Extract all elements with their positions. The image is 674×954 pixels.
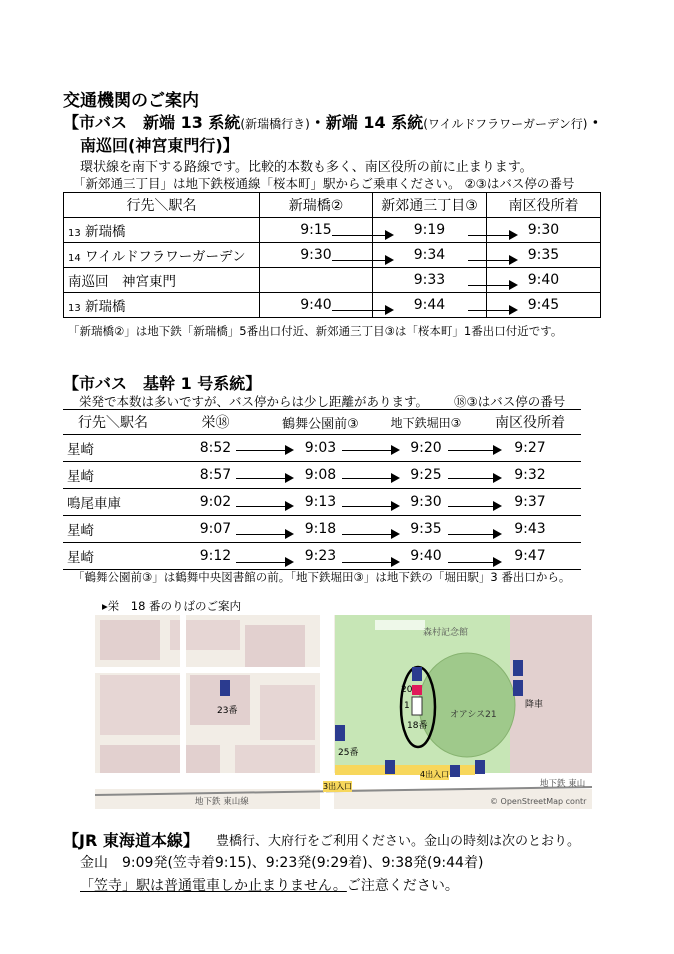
table-header: 南区役所着 xyxy=(487,193,601,218)
time-cell: 9:45 xyxy=(487,293,601,318)
table-row xyxy=(63,516,581,543)
bus1-heading-c: ・新端 14 系統 xyxy=(309,113,424,132)
arrow-icon xyxy=(332,235,392,236)
arrow-icon xyxy=(468,235,516,236)
arrow-icon xyxy=(342,478,398,479)
time-cell: 9:37 xyxy=(479,489,581,516)
table-row xyxy=(63,435,581,462)
time-cell: 9:33 xyxy=(373,268,487,293)
route-number: 13 xyxy=(68,228,81,239)
table-row xyxy=(63,462,581,489)
bus1-heading-e: ・ xyxy=(587,113,604,132)
arrow-icon xyxy=(448,506,500,507)
bus1-heading-b: (新瑞橋行き) xyxy=(240,117,310,131)
arrow-icon xyxy=(236,506,292,507)
arrow-icon xyxy=(236,562,292,563)
time-cell: 9:07 xyxy=(163,516,268,543)
bus2-timetable xyxy=(63,409,581,570)
time-cell: 9:43 xyxy=(479,516,581,543)
table-row xyxy=(63,543,581,570)
arrow-icon xyxy=(342,506,398,507)
bus2-desc-right: ⑱③はバス停の番号 xyxy=(454,394,566,409)
bus2-heading: 【市バス 基幹 1 号系統】 xyxy=(63,374,262,393)
map-graphic xyxy=(95,615,592,809)
table-header: 行先＼駅名 xyxy=(63,410,163,435)
destination-name: 新瑞橋 xyxy=(85,299,126,315)
table-header-row xyxy=(64,193,601,218)
table-header: 鶴舞公園前③ xyxy=(268,410,373,435)
arrow-icon xyxy=(448,450,500,451)
arrow-icon xyxy=(236,450,292,451)
destination-name: 新瑞橋 xyxy=(85,224,126,240)
time-cell xyxy=(260,268,373,293)
arrow-icon xyxy=(236,478,292,479)
time-cell: 9:44 xyxy=(373,293,487,318)
time-cell: 9:08 xyxy=(268,462,373,489)
destination-cell xyxy=(64,243,260,268)
time-cell: 9:32 xyxy=(479,462,581,489)
time-cell: 9:30 xyxy=(373,489,479,516)
time-cell: 9:40 xyxy=(260,293,373,318)
time-cell: 9:27 xyxy=(479,435,581,462)
map-label-20: 20 xyxy=(401,685,413,695)
time-cell: 8:52 xyxy=(163,435,268,462)
arrow-icon xyxy=(342,562,398,563)
time-cell: 9:03 xyxy=(268,435,373,462)
jr-heading: 【JR 東海道本線】 xyxy=(63,831,199,850)
arrow-icon xyxy=(448,478,500,479)
table-header: 新郊通三丁目③ xyxy=(373,193,487,218)
bus1-desc2: 「新郊通三丁目」は地下鉄桜通線「桜本町」駅からご乗車ください。 ②③はバス停の番号 xyxy=(73,176,575,191)
arrow-icon xyxy=(468,260,516,261)
map-label-subway2: 地下鉄 東山 xyxy=(540,779,586,789)
time-cell: 9:23 xyxy=(268,543,373,570)
time-cell: 9:18 xyxy=(268,516,373,543)
time-cell: 9:30 xyxy=(260,243,373,268)
table-header: 行先＼駅名 xyxy=(64,193,260,218)
time-cell: 9:13 xyxy=(268,489,373,516)
time-cell: 9:35 xyxy=(373,516,479,543)
map-label-1: 1 xyxy=(404,701,410,711)
arrow-icon xyxy=(448,534,500,535)
bus1-heading xyxy=(63,110,603,133)
bus1-desc1: 環状線を南下する路線です。比較的本数も多く、南区役所の前に止まります。 xyxy=(80,160,533,175)
arrow-icon xyxy=(468,310,516,311)
map-credit: © OpenStreetMap contr xyxy=(490,797,587,806)
map-label-kouban: 降車 xyxy=(525,700,544,710)
destination-cell: 星崎 xyxy=(63,543,163,570)
jr-note-underlined: 「笠寺」駅は普通電車しか止まりません。 xyxy=(80,878,347,894)
bus1-heading-a: 【市バス 新端 13 系統 xyxy=(63,113,241,132)
jr-note xyxy=(80,875,459,895)
bus1-note: 「新瑞橋②」は地下鉄「新瑞橋」5番出口付近、新郊通三丁目③は「桜本町」1番出口付近です。 xyxy=(68,324,563,338)
arrow-icon xyxy=(342,450,398,451)
arrow-icon xyxy=(332,260,392,261)
destination-cell xyxy=(64,218,260,243)
time-cell: 9:20 xyxy=(373,435,479,462)
bus2-desc: 栄発で本数は多いですが、バス停からは少し距離があります。 xyxy=(79,394,429,409)
time-cell: 9:47 xyxy=(479,543,581,570)
route-number: 14 xyxy=(68,253,81,264)
jr-note-rest: ご注意ください。 xyxy=(346,878,459,894)
table-row xyxy=(64,218,601,243)
time-cell: 9:40 xyxy=(373,543,479,570)
destination-cell: 鳴尾車庫 xyxy=(63,489,163,516)
bus1-heading-d: (ワイルドフラワーガーデン行) xyxy=(423,117,588,131)
time-cell: 8:57 xyxy=(163,462,268,489)
jr-desc: 豊橋行、大府行をご利用ください。金山の時刻は次のとおり。 xyxy=(216,834,581,849)
bus1-heading-line2: 南巡回(神宮東門行)】 xyxy=(80,136,239,155)
page-title: 交通機関のご案内 xyxy=(63,91,199,111)
bus1-timetable xyxy=(63,192,601,318)
time-cell: 9:02 xyxy=(163,489,268,516)
destination-cell xyxy=(64,268,260,293)
jr-times: 金山 9:09発(笠寺着9:15)、9:23発(9:29着)、9:38発(9:44着) xyxy=(80,855,484,871)
map-label-oasis: オアシス21 xyxy=(450,710,497,720)
map-label-exit4: 4出入口 xyxy=(420,770,450,779)
time-cell: 9:30 xyxy=(487,218,601,243)
table-row xyxy=(63,489,581,516)
map-label-stop23: 23番 xyxy=(217,706,238,716)
arrow-icon xyxy=(342,534,398,535)
map-label-stop18: 18番 xyxy=(407,721,428,731)
map-label-subway: 地下鉄 東山線 xyxy=(195,797,249,807)
destination-name: 南巡回 神宮東門 xyxy=(68,274,176,290)
table-header-row xyxy=(63,410,581,435)
destination-name: ワイルドフラワーガーデン xyxy=(85,249,246,265)
destination-cell xyxy=(64,293,260,318)
table-row xyxy=(64,243,601,268)
time-cell: 9:15 xyxy=(260,218,373,243)
table-row xyxy=(64,268,601,293)
bus2-note: 「鶴舞公園前③」は鶴舞中央図書館の前。「地下鉄堀田③」は地下鉄の「堀田駅」3 番出口から。 xyxy=(73,570,571,584)
time-cell: 9:19 xyxy=(373,218,487,243)
route-number: 13 xyxy=(68,303,81,314)
arrow-icon xyxy=(468,285,516,286)
table-header: 新瑞橋② xyxy=(260,193,373,218)
destination-cell: 星崎 xyxy=(63,516,163,543)
table-header: 南区役所着 xyxy=(479,410,581,435)
time-cell: 9:12 xyxy=(163,543,268,570)
map-label-exit3: 3出入口 xyxy=(323,782,353,791)
time-cell: 9:34 xyxy=(373,243,487,268)
table-header: 栄⑱ xyxy=(163,410,268,435)
time-cell: 9:25 xyxy=(373,462,479,489)
arrow-icon xyxy=(236,534,292,535)
table-row xyxy=(64,293,601,318)
map-label-forest: 森村記念館 xyxy=(423,628,469,638)
arrow-icon xyxy=(448,562,500,563)
table-header: 地下鉄堀田③ xyxy=(373,410,479,435)
time-cell: 9:35 xyxy=(487,243,601,268)
map-label-stop25: 25番 xyxy=(338,748,359,758)
destination-cell: 星崎 xyxy=(63,462,163,489)
destination-cell: 星崎 xyxy=(63,435,163,462)
arrow-icon xyxy=(332,310,392,311)
area-map[interactable] xyxy=(95,615,592,809)
map-caption: ▸栄 18 番のりばのご案内 xyxy=(102,599,242,613)
time-cell: 9:40 xyxy=(487,268,601,293)
